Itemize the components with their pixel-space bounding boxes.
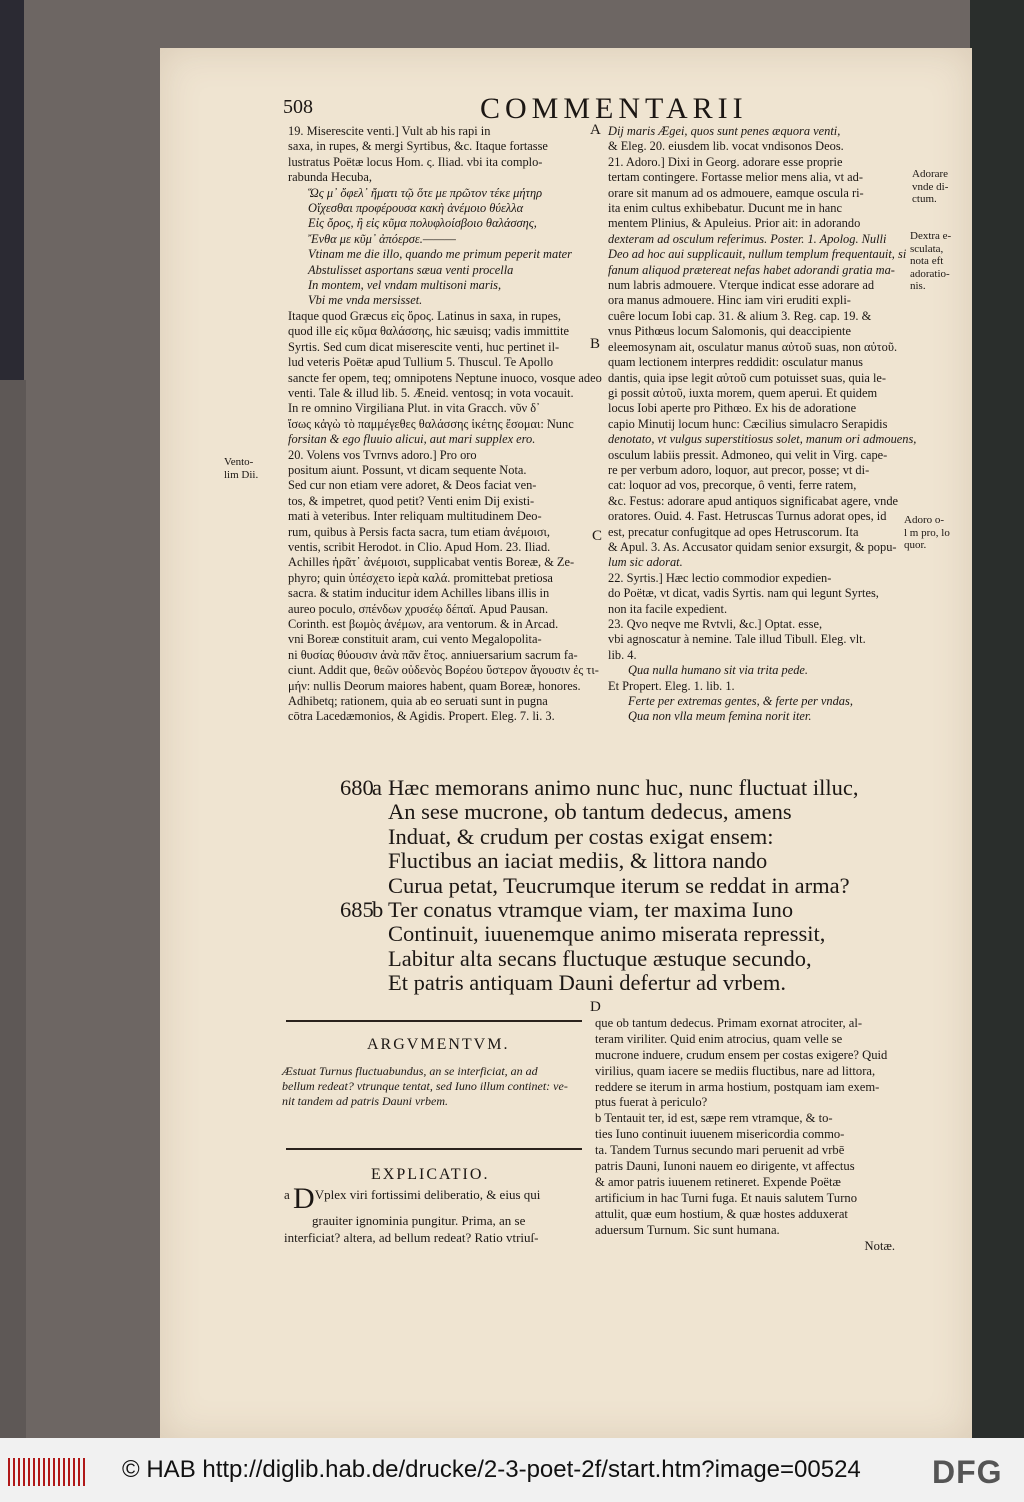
right-line: est, precatur confugitque ad opes Hetruscorum. Ita [608, 524, 859, 539]
left-line: sancte fer opem, teq; omnipotens Neptune inuoco, vosque adeo [288, 370, 602, 385]
verse-line [340, 947, 859, 971]
verse-text: Induat, & crudum per costas exigat ensem: [388, 823, 774, 849]
divider-rule [286, 1148, 582, 1150]
main-verse-block [340, 776, 859, 996]
verse-text: Et patris antiquam Dauni defertur ad vrbem. [388, 970, 786, 996]
explicatio-marker: a [284, 1187, 290, 1202]
right-line: & Eleg. 20. eiusdem lib. vocat vndisonos Deos. [608, 139, 844, 154]
commentary-line: aduersum Turnum. Sic sunt humana. [595, 1222, 780, 1237]
margin-note-line: nis. [910, 280, 926, 292]
right-line: num labris admouere. Vterque indicat esse adorare ad [608, 278, 875, 293]
explicatio-line: grauiter ignominia pungitur. Prima, an se [312, 1213, 526, 1228]
left-line: Itaque quod Græcus εἰς ὄρος. Latinus in saxa, in rupes, [288, 308, 561, 323]
verse-text: Hæc memorans animo nunc huc, nunc fluctuat illuc, [388, 775, 859, 800]
argument-line: Æstuat Turnus fluctuabundus, an se interficiat, an ad [282, 1064, 538, 1078]
margin-note-line: Dextra e- [910, 230, 952, 242]
verse-text: An sese mucrone, ob tantum dedecus, amens [388, 799, 792, 825]
margin-note-line: sculata, [910, 242, 944, 255]
latin-verse-line: In montem, vel vndam multisoni maris, [308, 278, 502, 293]
left-line: lustratus Poëtæ locus Hom. ς. Iliad. vbi ita complo- [288, 154, 543, 169]
margin-note-line: adoratio- [910, 267, 950, 280]
commentary-line: artificium in hac Turni fuga. Et nauis salutem Turno [595, 1190, 858, 1205]
quoted-verse: Qua nulla humano sit via trita pede. [628, 663, 808, 678]
left-line: Syrtis. Sed cum dicat miserescite venti, huc pertinet il- [288, 339, 560, 354]
right-line: dexteram ad osculum referimus. Poster. 1. Apolog. Nulli [608, 231, 887, 246]
margin-letter-d: D [590, 999, 601, 1015]
commentary-line: virilius, quam iacere se mediis fluctibus, nare ad littora, [595, 1063, 876, 1078]
explicatio-line [284, 1182, 541, 1215]
margin-note-venti [224, 456, 258, 481]
explicatio-line-text: Vplex viri fortissimi deliberatio, & eius qui [314, 1187, 541, 1202]
commentary-line: b Tentauit ter, id est, sæpe rem vtramque, & to- [595, 1111, 833, 1126]
right-line: Deo ad hoc aui supplicauit, nullum templum frequentauit, si [608, 247, 907, 262]
explicatio-text [284, 1182, 541, 1246]
right-line: osculum labiis pressit. Admoneo, qui velit in Virg. cape- [608, 447, 888, 462]
greek-line: Οἴχεσθαι προφέρουσα κακὴ ἀνέμοιο θύελλα [308, 201, 524, 216]
right-line: 22. Syrtis.] Hæc lectio commodior expedien- [608, 570, 832, 585]
margin-note-line: Vento- [224, 456, 254, 468]
verse-line [340, 898, 859, 922]
verse-line [340, 922, 859, 946]
divider-rule [286, 1020, 582, 1022]
left-line: lud veteris Poëtæ apud Tullium 5. Thuscul. Te Apollo [288, 355, 554, 370]
left-line: In re omnino Virgiliana Plut. in vita Gracch. νῦν δ᾽ [288, 401, 541, 416]
commentary-line: que ob tantum dedecus. Primam exornat atrociter, al- [595, 1015, 863, 1030]
left-line: Adhibetq; rationem, quia ab eo seruati sunt in pugna [288, 694, 548, 709]
commentary-line: attulit, quæ eum hostium, & quæ hostes adduxerat [595, 1206, 848, 1221]
right-line: cat: loquor ad vos, precorque, ô venti, ferre ratem, [608, 478, 857, 493]
right-line: orare sit manum ad os admouere, eamque oscula ri- [608, 185, 864, 200]
right-line: re per verbum adoro, loquor, aut precor, posse; vt di- [608, 462, 870, 477]
left-line: saxa, in rupes, & mergi Syrtibus, &c. Itaque fortasse [288, 139, 548, 154]
verse-number: 685 [340, 897, 374, 923]
left-line: aureo poculo, σπένδων χρυσέῳ δέπαϊ. Apud Pausan. [288, 601, 549, 616]
latin-verse-line: Vbi me vnda mersisset. [308, 293, 423, 308]
copyright-link[interactable]: © HAB http://diglib.hab.de/drucke/2-3-poet-2f/start.htm?image=00524 [122, 1456, 861, 1483]
verse-text: Ter conatus vtramque viam, ter maxima Iuno [388, 897, 794, 923]
left-line: rum, quibus à Persis facta sacra, tum etiam ἀνέμοισι, [288, 524, 550, 539]
scan-edge [0, 380, 26, 1438]
left-line: Corinth. est βωμὸς ἀνέμων, ara ventorum. & in Arcad. [288, 617, 559, 631]
right-line: capio Minutij locum hunc: Cæcilius simulacro Serapidis [608, 416, 888, 431]
left-line: cōtra Lacedæmonios, & Agidis. Propert. Eleg. 7. li. 3. [288, 709, 555, 724]
margin-note-line: Adorare [912, 168, 949, 180]
commentary-line: patris Dauni, Iunoni nauem eo dirigente, vt affectus [595, 1159, 855, 1174]
commentary-line: & amor patris iuuenem retineret. Expende Poëtæ [595, 1174, 841, 1189]
right-line: fanum aliquod prætereat nefas habet adorandi gratia ma- [608, 262, 895, 277]
left-line: ni θυσίας θύουσιν ἀνὰ πᾶν ἔτος. anniuersarium sacrum fa- [288, 647, 578, 662]
commentary-line: reddere se iterum in arma hostium, postquam iam exem- [595, 1079, 880, 1094]
commentary-line: ta. Tandem Turnus secundo mari peruenit ad vrbē [595, 1143, 845, 1158]
verse-line [340, 971, 859, 995]
right-line: denotato, vt vulgus superstitiosus solet, manum ori admouens, [608, 432, 917, 447]
margin-note-line: l m pro, lo [904, 526, 950, 539]
left-line: Achilles ἠρᾶτ᾽ ἀνέμοισι, supplicabat ventis Boreæ, & Ze- [288, 555, 575, 570]
right-line: cuêre locum Iobi cap. 31. & alium 3. Reg. cap. 19. & [608, 308, 872, 323]
margin-letter-a: A [590, 122, 601, 138]
left-line: 19. Miserescite venti.] Vult ab his rapi in [288, 124, 491, 138]
commentary-line: ties Iuno continuit iuuenem misericordia commo- [595, 1127, 845, 1142]
right-line: 21. Adoro.] Dixi in Georg. adorare esse proprie [608, 154, 843, 169]
right-line: oratores. Ouid. 4. Fast. Hetruscas Turnus adorat opes, id [608, 509, 887, 524]
margin-note-line: vnde di- [912, 180, 949, 193]
right-line: quam lectionem interpres reddidit: osculatur manus [608, 355, 863, 370]
commentary-line: teram viriliter. Quid enim atrocius, quam velle se [595, 1031, 843, 1046]
left-line: ventis, scribit Herodot. in Clio. Apud Hom. 23. Iliad. [288, 539, 551, 554]
left-line: vni Boreæ constituit aram, cui vento Megalopolita- [288, 632, 542, 647]
left-line: tos, & impetret, quod petit? Venti enim Dij existi- [288, 493, 535, 508]
left-line: positum aiunt. Possunt, vt dicam sequente Nota. [288, 462, 527, 477]
right-line: ita enim cultus exhibebatur. Ducunt me in hanc [608, 201, 842, 216]
right-lower-text [590, 999, 895, 1255]
argument-heading: ARGVMENTVM. [367, 1036, 510, 1053]
right-line: Et Propert. Eleg. 1. lib. 1. [608, 678, 735, 693]
verse-marker: a [372, 775, 382, 800]
right-line: mentem Plinius, & Apuleius. Prior ait: in adorando [608, 216, 861, 231]
right-line: eleemosynam ait, osculatur manus αὐτοῦ suas, non αὐτοῦ. [608, 339, 898, 354]
left-line: μήν: nullis Deorum maiores habent, quam Boreæ, honores. [288, 678, 581, 693]
right-line: locus Iobi aperte pro Pithœo. Ex his de adoratione [608, 401, 857, 416]
right-line: Dij maris Ægei, quos sunt penes æquora venti, [608, 124, 841, 138]
page-number: 508 [283, 96, 313, 118]
color-strip [0, 0, 24, 380]
verse-text: Fluctibus an iaciat mediis, & littora nando [388, 848, 768, 874]
margin-note-adoro [904, 514, 950, 552]
verse-text: Continuit, iuuenemque animo miserata repressit, [388, 921, 826, 947]
book-spine [970, 0, 1024, 1438]
catchword: Notæ. [864, 1238, 895, 1253]
verse-marker: b [372, 897, 384, 923]
verse-text: Labitur alta secans fluctuque æstuque secundo, [388, 945, 812, 971]
greek-line: Ἔνθα με κῦμ᾽ ἀπόερσε.——— [308, 231, 456, 246]
right-line: 23. Qvo neqve me Rvtvli, &c.] Optat. esse, [608, 617, 823, 631]
left-line: venti. Tale & illud lib. 5. Æneid. ventosq; in vota vocauit. [288, 385, 574, 400]
margin-letter-b: B [590, 336, 601, 352]
margin-note-line: quor. [904, 539, 927, 551]
left-line: quod ille εἰς κῦμα θαλάσσης, hic sæuisq; vadis immittite [288, 324, 570, 339]
argument-line: bellum redeat? vtrunque tentat, sed Iuno illum continet: ve- [282, 1078, 568, 1093]
right-line: lum sic adorat. [608, 555, 683, 570]
right-column [608, 124, 917, 725]
verse-text: Curua petat, Teucrumque iterum se reddat in arma? [388, 872, 850, 898]
left-line: ciunt. Addit que, θεῶν οὐδενὸς Βορέου ὕστερον ἄγουσιν ἐς τι- [288, 663, 599, 678]
margin-note-line: lim Dii. [224, 468, 259, 481]
margin-note-line: Adoro o- [904, 514, 945, 526]
running-head: COMMENTARII [480, 92, 748, 125]
left-line: phyro; quin ὑπέσχετο ἱερὰ καλά. promittebat pretiosa [288, 570, 553, 585]
margin-note-line: nota eft [910, 255, 944, 267]
right-line: dantis, quia ipse legit αὐτοῦ cum potuisset suas, quia le- [608, 370, 887, 385]
verse-line [340, 825, 859, 849]
explicatio-line: interficiat? altera, ad bellum redeat? Ratio vtriuſ- [284, 1230, 539, 1245]
right-line: do Poëtæ, vt dicat, vadis Syrtis. nam qui legunt Syrtes, [608, 586, 879, 601]
right-line: vbi agnoscatur à nemine. Tale illud Tibull. Eleg. vlt. [608, 632, 866, 647]
dfg-logo: DFG [932, 1454, 1003, 1490]
margin-note-adorare [912, 168, 948, 206]
argument-line: nit tandem ad patris Dauni vrbem. [282, 1093, 448, 1108]
verse-line [340, 874, 859, 898]
latin-verse-line: Abstulisset asportans sæua venti procella [308, 262, 514, 277]
verse-line [340, 800, 859, 824]
latin-verse-line: Vtinam me die illo, quando me primum peperit mater [308, 247, 572, 262]
commentary-line: ptus fuerat à periculo? [595, 1095, 708, 1110]
right-line: &c. Festus: adorare apud antiquos significabat agere, vnde [608, 493, 899, 508]
right-line: gi possit αὐτοῦ, iuxta morem, quem aperui. Et quidem [608, 385, 878, 400]
right-line: tertam contingere. Fortasse melior mens alia, vt ad- [608, 170, 863, 185]
explicatio-heading: EXPLICATIO. [371, 1166, 490, 1183]
left-line: forsitan & ego fluuio alicui, aut mari supplex ero. [288, 432, 536, 447]
argument-text [282, 1064, 568, 1108]
left-line: ἴσως κἀγὼ τὸ παμμέγεθες θαλάσσης ἱκέτης ἔσομαι: Nunc [288, 416, 574, 431]
right-line: ora manus admouere. Hinc iam viri eruditi expli- [608, 293, 851, 308]
barcode-icon [8, 1458, 88, 1486]
left-line: Sed cur non etiam vere adoret, & Deos faciat ven- [288, 478, 537, 493]
commentary-line: mucrone induere, crudum ensem per costas exigere? Quid [595, 1047, 888, 1062]
left-line: rabunda Hecuba, [288, 170, 372, 185]
left-line: sacra. & statim inducitur idem Achilles libans illis in [288, 586, 550, 601]
left-line: 20. Volens vos Tvrnvs adoro.] Pro oro [288, 447, 477, 462]
margin-letter-c: C [592, 528, 603, 544]
right-line: lib. 4. [608, 647, 637, 662]
verse-line [340, 776, 859, 800]
right-line: & Apul. 3. As. Accusator quidam senior exsurgit, & popu- [608, 539, 897, 554]
quoted-verse: Qua non vlla meum femina norit iter. [628, 709, 812, 724]
right-line: non ita facile expedient. [608, 601, 728, 616]
verse-number: 680 [340, 775, 374, 800]
left-column [288, 124, 602, 725]
margin-note-line: ctum. [912, 193, 937, 205]
quoted-verse: Ferte per extremas gentes, & ferte per vndas, [628, 694, 853, 709]
left-line: mati à veteribus. Inter reliquam multitudinem Deo- [288, 509, 542, 524]
greek-line: Ὥς μ᾽ ὄφελ᾽ ἤματι τῷ ὅτε με πρῶτον τέκε μήτηρ [308, 185, 543, 200]
verse-line [340, 849, 859, 873]
right-line: vnus Pithœus locum Salomonis, qui deaccipiente [608, 324, 851, 339]
margin-note-dextra [910, 230, 951, 293]
drop-cap: D [293, 1182, 315, 1215]
greek-line: Εἰς ὄρος, ἢ εἰς κῦμα πολυφλοίσβοιο θαλάσσης, [308, 216, 537, 231]
